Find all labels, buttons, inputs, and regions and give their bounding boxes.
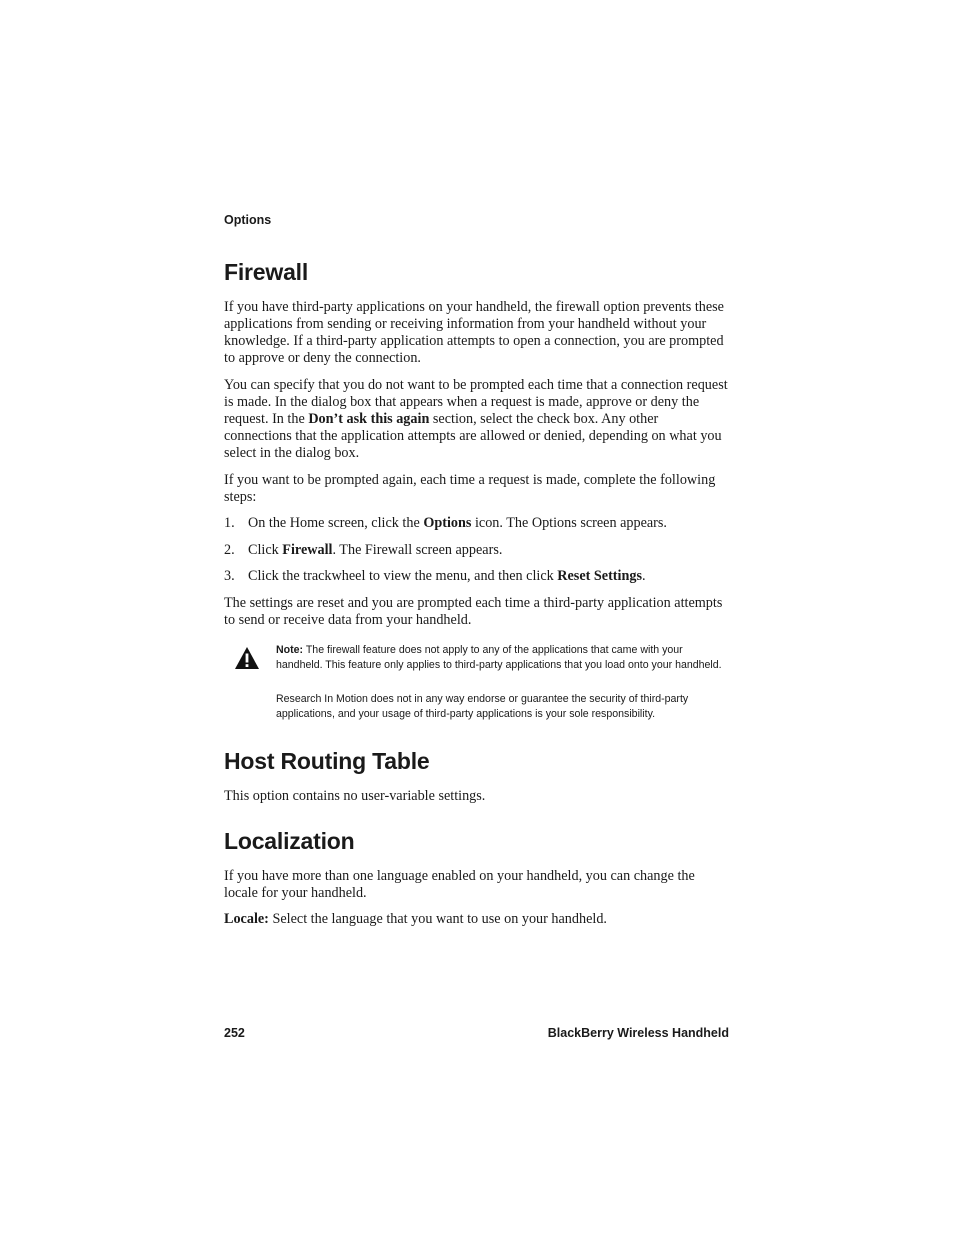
host-routing-heading: Host Routing Table [224,748,430,774]
firewall-prompt-paragraph: You can specify that you do not want to be prompted each time that a connection request is made. In the dialog box that appears when a request is made, approve or deny the request. In the Don’t ask this again section, select the check box. Any other connections that the application attempts are allowed or denied, depending on what you select in the dialog box. [224,377,728,461]
note-disclaimer: Research In Motion does not in any way endorse or guarantee the security of third-party applications, and your usage of third-party applications is your sole responsibility. [276,693,689,720]
firewall-reset-paragraph: The settings are reset and you are prompted each time a third-party application attempts to send or receive data from your handheld. [224,595,723,628]
warning-icon [234,646,260,670]
page-number: 252 [224,1026,245,1040]
locale-paragraph: Locale: Select the language that you want to use on your handheld. [224,911,607,927]
firewall-steps-intro: If you want to be prompted again, each time a request is made, complete the following steps: [224,472,716,505]
firewall-intro-paragraph: If you have third-party applications on your handheld, the firewall option prevents these applications from sending or receiving information from your handheld without your knowledge. If a third-party application attempts to open a connection, you are prompted to approve or deny the connection. [224,299,724,366]
firewall-heading: Firewall [224,259,309,285]
dont-ask-again-label: Don’t ask this again [308,411,430,427]
localization-paragraph: If you have more than one language enabled on your handheld, you can change the locale for your handheld. [224,868,695,901]
step-item: 2. Click Firewall. The Firewall screen appears. [224,542,503,558]
running-head: Options [224,213,272,227]
locale-label: Locale: [224,911,269,927]
book-title: BlackBerry Wireless Handheld [547,1026,729,1040]
localization-heading: Localization [224,828,355,854]
host-routing-paragraph: This option contains no user-variable settings. [224,788,486,804]
note-label: Note: [276,644,304,656]
note-block [224,643,729,725]
step-item: 1. On the Home screen, click the Options icon. The Options screen appears. [224,515,667,531]
step-item: 3. Click the trackwheel to view the menu, and then click Reset Settings. [224,568,646,584]
note-text: Note: The firewall feature does not apply to any of the applications that came with your handheld. This feature only applies to third-party applications that you load onto your handheld. [276,644,722,671]
